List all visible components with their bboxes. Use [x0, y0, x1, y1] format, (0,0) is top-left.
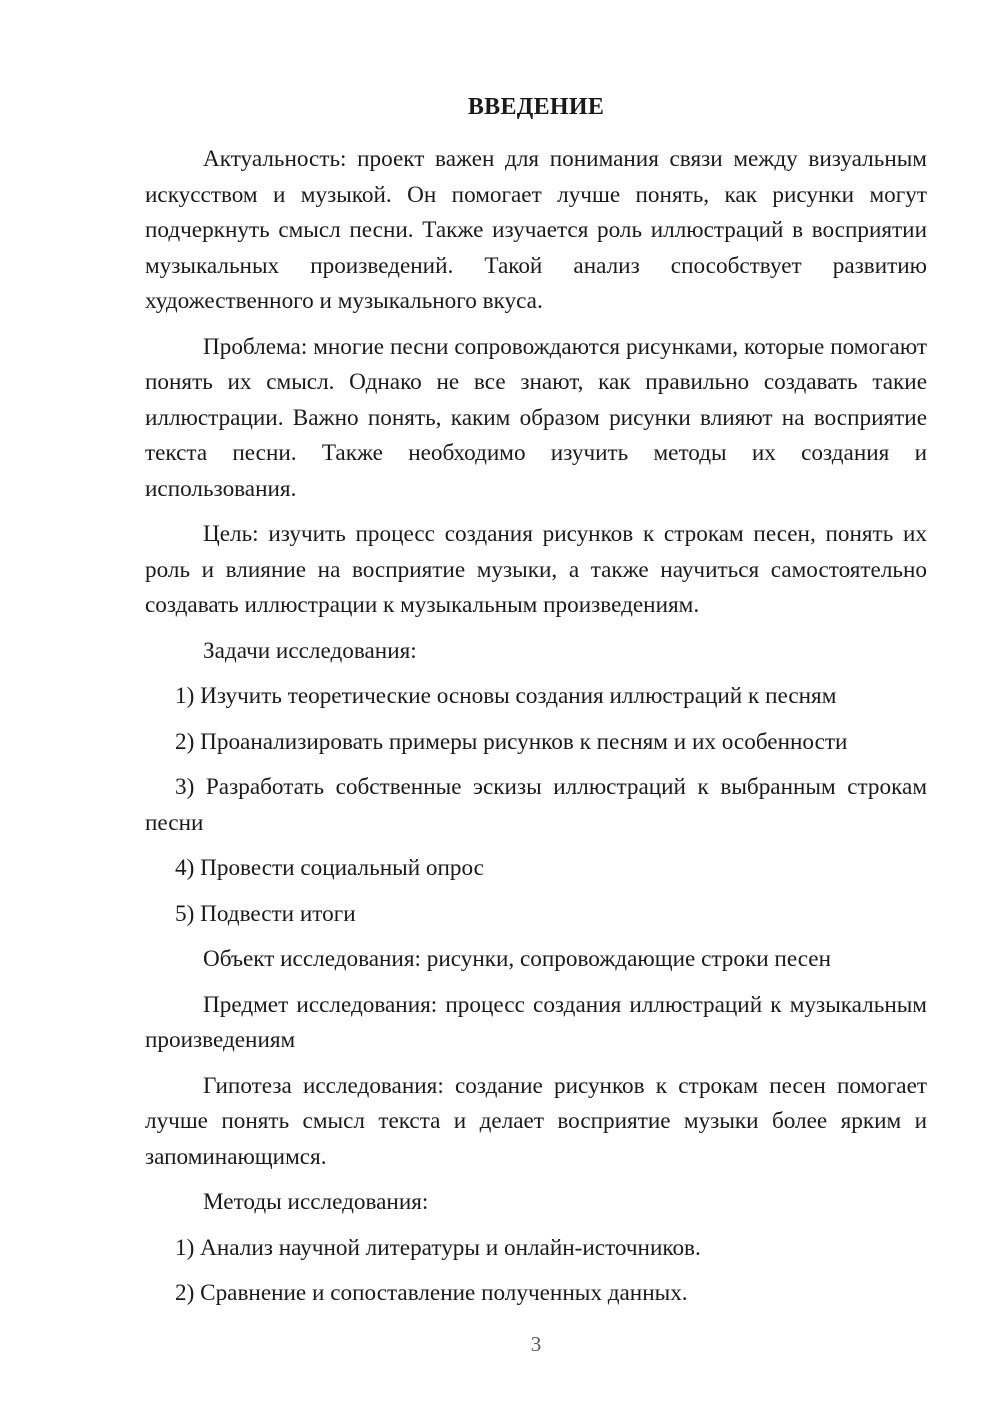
- problem-paragraph: Проблема: многие песни сопровождаются рисунками, которые помогают понять их смысл. Однако не все знают, как правильно создавать такие иллюстрации. Важно понять, каким образом рисунки влияют на восприятие текста песни. Также необходимо изучить методы их создания и использования.: [145, 333, 927, 502]
- page-number: 3: [530, 1332, 542, 1356]
- task-item: 3) Разработать собственные эскизы иллюстраций к выбранным строкам песни: [145, 774, 927, 836]
- section-heading: ВВЕДЕНИЕ: [467, 94, 605, 120]
- body-text: [145, 142, 927, 1322]
- task-item: 2) Проанализировать примеры рисунков к песням и их особенности: [175, 728, 848, 755]
- goal-paragraph: Цель: изучить процесс создания рисунков к строкам песен, понять их роль и влияние на восприятие музыки, а также научиться самостоятельно создавать иллюстрации к музыкальным произведениям.: [145, 521, 927, 618]
- task-item: 1) Изучить теоретические основы создания иллюстраций к песням: [175, 683, 837, 709]
- tasks-heading: Задачи исследования:: [203, 637, 417, 664]
- relevance-paragraph: Актуальность: проект важен для понимания связи между визуальным искусством и музыкой. Он помогает лучше понять, как рисунки могут подчеркнуть смысл песни. Также изучается роль иллюстраций в восприятии музыкальных произведений. Такой анализ способствует развитию художественного и музыкального вкуса.: [145, 146, 927, 314]
- task-item: 4) Провести социальный опрос: [175, 855, 484, 881]
- object-paragraph: Объект исследования: рисунки, сопровождающие строки песен: [203, 946, 831, 972]
- method-item: 2) Сравнение и сопоставление полученных данных.: [175, 1280, 688, 1306]
- method-item: 1) Анализ научной литературы и онлайн-источников.: [175, 1234, 701, 1261]
- hypothesis-paragraph: Гипотеза исследования: создание рисунков к строкам песен помогает лучше понять смысл текста и делает восприятие музыки более ярким и запоминающимся.: [145, 1072, 927, 1170]
- subject-paragraph: Предмет исследования: процесс создания иллюстраций к музыкальным произведениям: [145, 991, 927, 1053]
- methods-heading: Методы исследования:: [203, 1189, 429, 1215]
- task-item: 5) Подвести итоги: [175, 900, 356, 927]
